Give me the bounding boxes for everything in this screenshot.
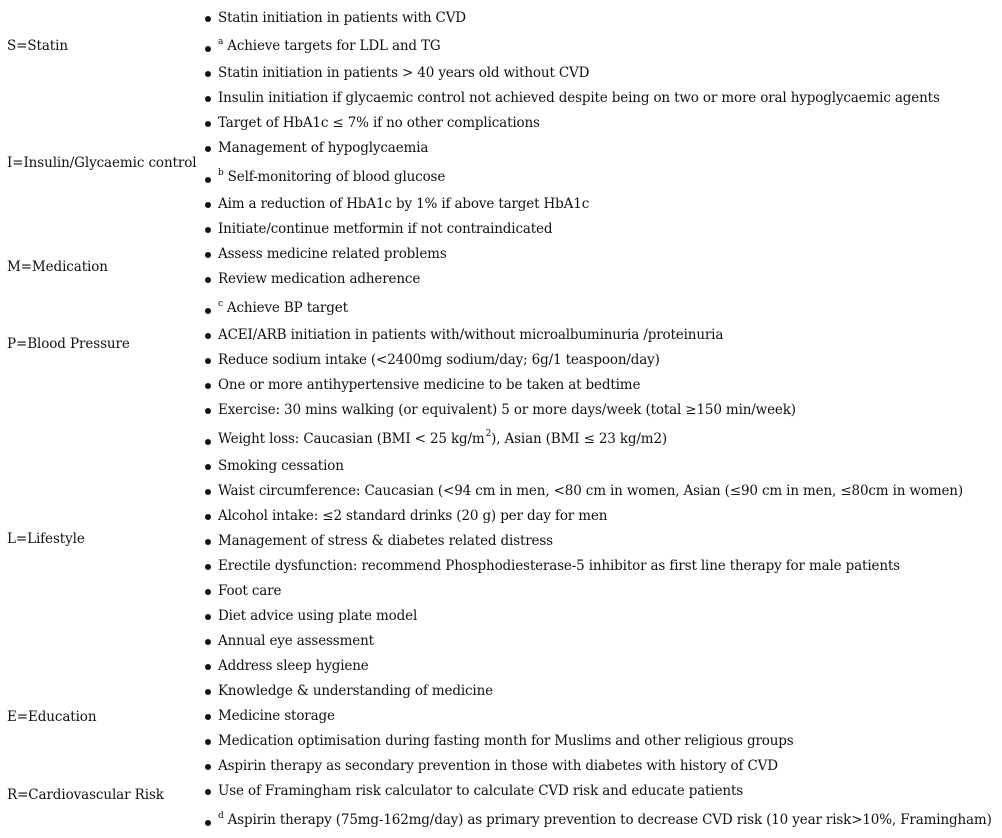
bullet-icon — [205, 639, 211, 645]
category-statin: S=Statin — [7, 38, 68, 54]
list-item: Review medication adherence — [203, 263, 420, 288]
bullet-icon — [205, 714, 211, 720]
list-item: Assess medicine related problems — [203, 238, 447, 263]
bullet-icon — [205, 489, 211, 495]
bullet-icon — [205, 408, 211, 414]
list-item: Alcohol intake: ≤2 standard drinks (20 g) per day for men — [203, 500, 607, 525]
bullet-icon — [205, 358, 211, 364]
bullet-icon — [205, 820, 211, 826]
list-item: Annual eye assessment — [203, 625, 374, 650]
list-item: Erectile dysfunction: recommend Phosphodiesterase-5 inhibitor as first line therapy for male patients — [203, 550, 900, 575]
footnote-marker: a — [218, 37, 224, 47]
list-item: Initiate/continue metformin if not contraindicated — [203, 213, 552, 238]
bullet-icon — [205, 308, 211, 314]
category-cardiovascular-risk: R=Cardiovascular Risk — [7, 787, 164, 803]
list-item: Aim a reduction of HbA1c by 1% if above target HbA1c — [203, 188, 589, 213]
list-item: Statin initiation in patients with CVD — [203, 2, 466, 27]
list-item: $^d$ Aspirin therapy (75mg-162mg/day) as primary prevention to decrease CVD risk (10 year risk>10%, Framingham) — [203, 806, 992, 831]
bullet-icon — [205, 146, 211, 152]
bullet-icon — [205, 16, 211, 22]
bullet-icon — [205, 564, 211, 570]
list-item: Address sleep hygiene — [203, 650, 369, 675]
bullet-icon — [205, 739, 211, 745]
list-item: $^b$ Self-monitoring of blood glucose — [203, 163, 445, 188]
bullet-icon — [205, 689, 211, 695]
list-item: Foot care — [203, 575, 281, 600]
list-item: $^a$ Achieve targets for LDL and TG — [203, 32, 441, 57]
footnote-marker: c — [218, 299, 223, 309]
list-item: Target of HbA1c ≤ 7% if no other complications — [203, 107, 540, 132]
list-item: One or more antihypertensive medicine to be taken at bedtime — [203, 369, 640, 394]
list-item: Exercise: 30 mins walking (or equivalent) 5 or more days/week (total ≥150 min/week) — [203, 394, 796, 419]
bullet-icon — [205, 46, 211, 52]
category-lifestyle: L=Lifestyle — [7, 531, 85, 547]
list-item: Diet advice using plate model — [203, 600, 417, 625]
list-item: ACEI/ARB initiation in patients with/without microalbuminuria /proteinuria — [203, 319, 723, 344]
bullet-icon — [205, 539, 211, 545]
list-item: Waist circumference: Caucasian (<94 cm in men, <80 cm in women, Asian (≤90 cm in men, ≤80cm in women) — [203, 475, 963, 500]
bullet-icon — [205, 121, 211, 127]
superscript: 2 — [485, 429, 492, 439]
bullet-icon — [205, 614, 211, 620]
list-item: Smoking cessation — [203, 450, 344, 475]
bullet-icon — [205, 464, 211, 470]
bullet-icon — [205, 789, 211, 795]
list-item: Use of Framingham risk calculator to calculate CVD risk and educate patients — [203, 775, 743, 800]
list-item: Weight loss: Caucasian (BMI < 25 $kg/m^2$), Asian (BMI ≤ 23 kg/m2) — [203, 425, 667, 450]
bullet-icon — [205, 383, 211, 389]
footnote-marker: b — [218, 168, 224, 178]
list-item: Medicine storage — [203, 700, 335, 725]
bullet-icon — [205, 96, 211, 102]
category-insulin: I=Insulin/Glycaemic control — [7, 155, 197, 171]
list-item: Medication optimisation during fasting month for Muslims and other religious groups — [203, 725, 794, 750]
bullet-icon — [205, 514, 211, 520]
bullet-icon — [205, 439, 211, 445]
bullet-icon — [205, 252, 211, 258]
list-item: Management of stress & diabetes related distress — [203, 525, 553, 550]
bullet-icon — [205, 589, 211, 595]
bullet-icon — [205, 202, 211, 208]
list-item: Reduce sodium intake (<2400mg sodium/day; 6g/1 teaspoon/day) — [203, 344, 660, 369]
category-blood-pressure: P=Blood Pressure — [7, 336, 130, 352]
list-item: $^c$ Achieve BP target — [203, 294, 348, 319]
bullet-icon — [205, 664, 211, 670]
list-item: Aspirin therapy as secondary prevention in those with diabetes with history of CVD — [203, 750, 778, 775]
bullet-icon — [205, 764, 211, 770]
list-item: Insulin initiation if glycaemic control not achieved despite being on two or more oral hypoglycaemic agents — [203, 82, 940, 107]
bullet-icon — [205, 177, 211, 183]
list-item: Knowledge & understanding of medicine — [203, 675, 493, 700]
list-item: Statin initiation in patients > 40 years old without CVD — [203, 57, 589, 82]
bullet-icon — [205, 277, 211, 283]
list-item: Management of hypoglycaemia — [203, 132, 428, 157]
bullet-icon — [205, 333, 211, 339]
footnote-marker: d — [218, 811, 224, 821]
category-medication: M=Medication — [7, 259, 108, 275]
bullet-icon — [205, 227, 211, 233]
category-education: E=Education — [7, 709, 97, 725]
bullet-icon — [205, 71, 211, 77]
